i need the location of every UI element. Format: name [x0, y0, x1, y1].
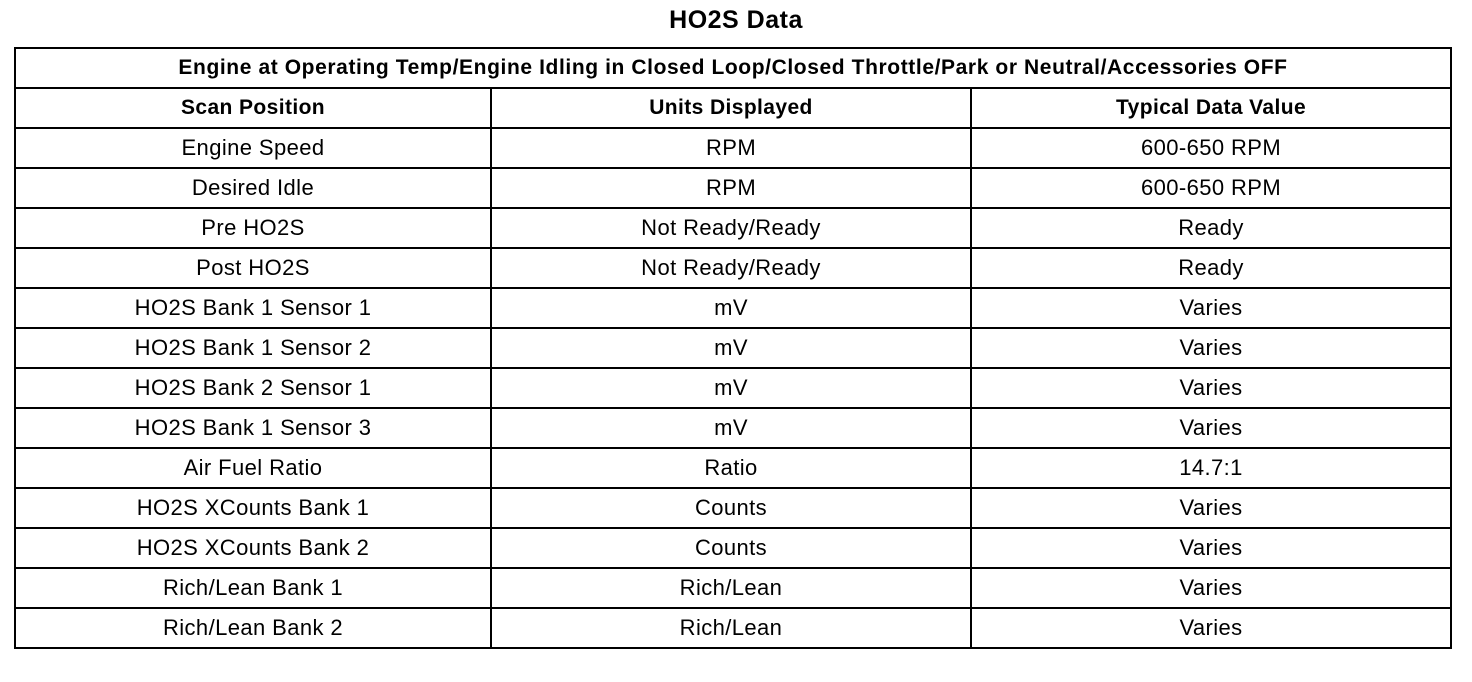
table-row: [15, 528, 1451, 568]
header-row: [15, 88, 1451, 128]
units-cell: mV: [491, 368, 971, 408]
table-row: [15, 568, 1451, 608]
units-cell: RPM: [491, 128, 971, 168]
scan-position-cell: HO2S XCounts Bank 2: [15, 528, 491, 568]
typical-value-cell: Ready: [971, 208, 1451, 248]
typical-value-cell: Ready: [971, 248, 1451, 288]
table-row: [15, 368, 1451, 408]
ho2s-data-table: [14, 47, 1452, 649]
typical-value-cell: Varies: [971, 368, 1451, 408]
units-cell: Not Ready/Ready: [491, 208, 971, 248]
table-row: [15, 448, 1451, 488]
scan-position-cell: Pre HO2S: [15, 208, 491, 248]
units-cell: Counts: [491, 528, 971, 568]
typical-value-cell: Varies: [971, 328, 1451, 368]
scan-position-cell: Air Fuel Ratio: [15, 448, 491, 488]
typical-value-cell: Varies: [971, 608, 1451, 648]
units-cell: mV: [491, 288, 971, 328]
table-row: [15, 408, 1451, 448]
table-row: [15, 248, 1451, 288]
typical-value-cell: 600-650 RPM: [971, 168, 1451, 208]
units-cell: Rich/Lean: [491, 608, 971, 648]
typical-value-cell: Varies: [971, 568, 1451, 608]
units-cell: Ratio: [491, 448, 971, 488]
units-cell: mV: [491, 328, 971, 368]
units-cell: Not Ready/Ready: [491, 248, 971, 288]
table-row: [15, 128, 1451, 168]
page-title: HO2S Data: [669, 6, 803, 34]
table-row: [15, 608, 1451, 648]
scan-position-cell: Rich/Lean Bank 1: [15, 568, 491, 608]
scan-position-cell: Rich/Lean Bank 2: [15, 608, 491, 648]
typical-value-cell: Varies: [971, 288, 1451, 328]
table-row: [15, 208, 1451, 248]
scan-position-cell: HO2S Bank 2 Sensor 1: [15, 368, 491, 408]
table-row: [15, 328, 1451, 368]
typical-value-cell: Varies: [971, 488, 1451, 528]
column-header-units-displayed: Units Displayed: [491, 88, 971, 128]
units-cell: RPM: [491, 168, 971, 208]
typical-value-cell: 14.7:1: [971, 448, 1451, 488]
scan-position-cell: HO2S XCounts Bank 1: [15, 488, 491, 528]
units-cell: Rich/Lean: [491, 568, 971, 608]
condition-row: [15, 48, 1451, 88]
scan-position-cell: Engine Speed: [15, 128, 491, 168]
table-row: [15, 168, 1451, 208]
scan-position-cell: HO2S Bank 1 Sensor 3: [15, 408, 491, 448]
column-header-scan-position: Scan Position: [15, 88, 491, 128]
units-cell: Counts: [491, 488, 971, 528]
units-cell: mV: [491, 408, 971, 448]
table-row: [15, 288, 1451, 328]
scan-position-cell: HO2S Bank 1 Sensor 2: [15, 328, 491, 368]
scan-position-cell: Desired Idle: [15, 168, 491, 208]
typical-value-cell: 600-650 RPM: [971, 128, 1451, 168]
column-header-typical-data-value: Typical Data Value: [971, 88, 1451, 128]
table-row: [15, 488, 1451, 528]
operating-condition: Engine at Operating Temp/Engine Idling in Closed Loop/Closed Throttle/Park or Neutral/Accessories OFF: [15, 48, 1451, 88]
scan-position-cell: HO2S Bank 1 Sensor 1: [15, 288, 491, 328]
scan-position-cell: Post HO2S: [15, 248, 491, 288]
typical-value-cell: Varies: [971, 528, 1451, 568]
typical-value-cell: Varies: [971, 408, 1451, 448]
